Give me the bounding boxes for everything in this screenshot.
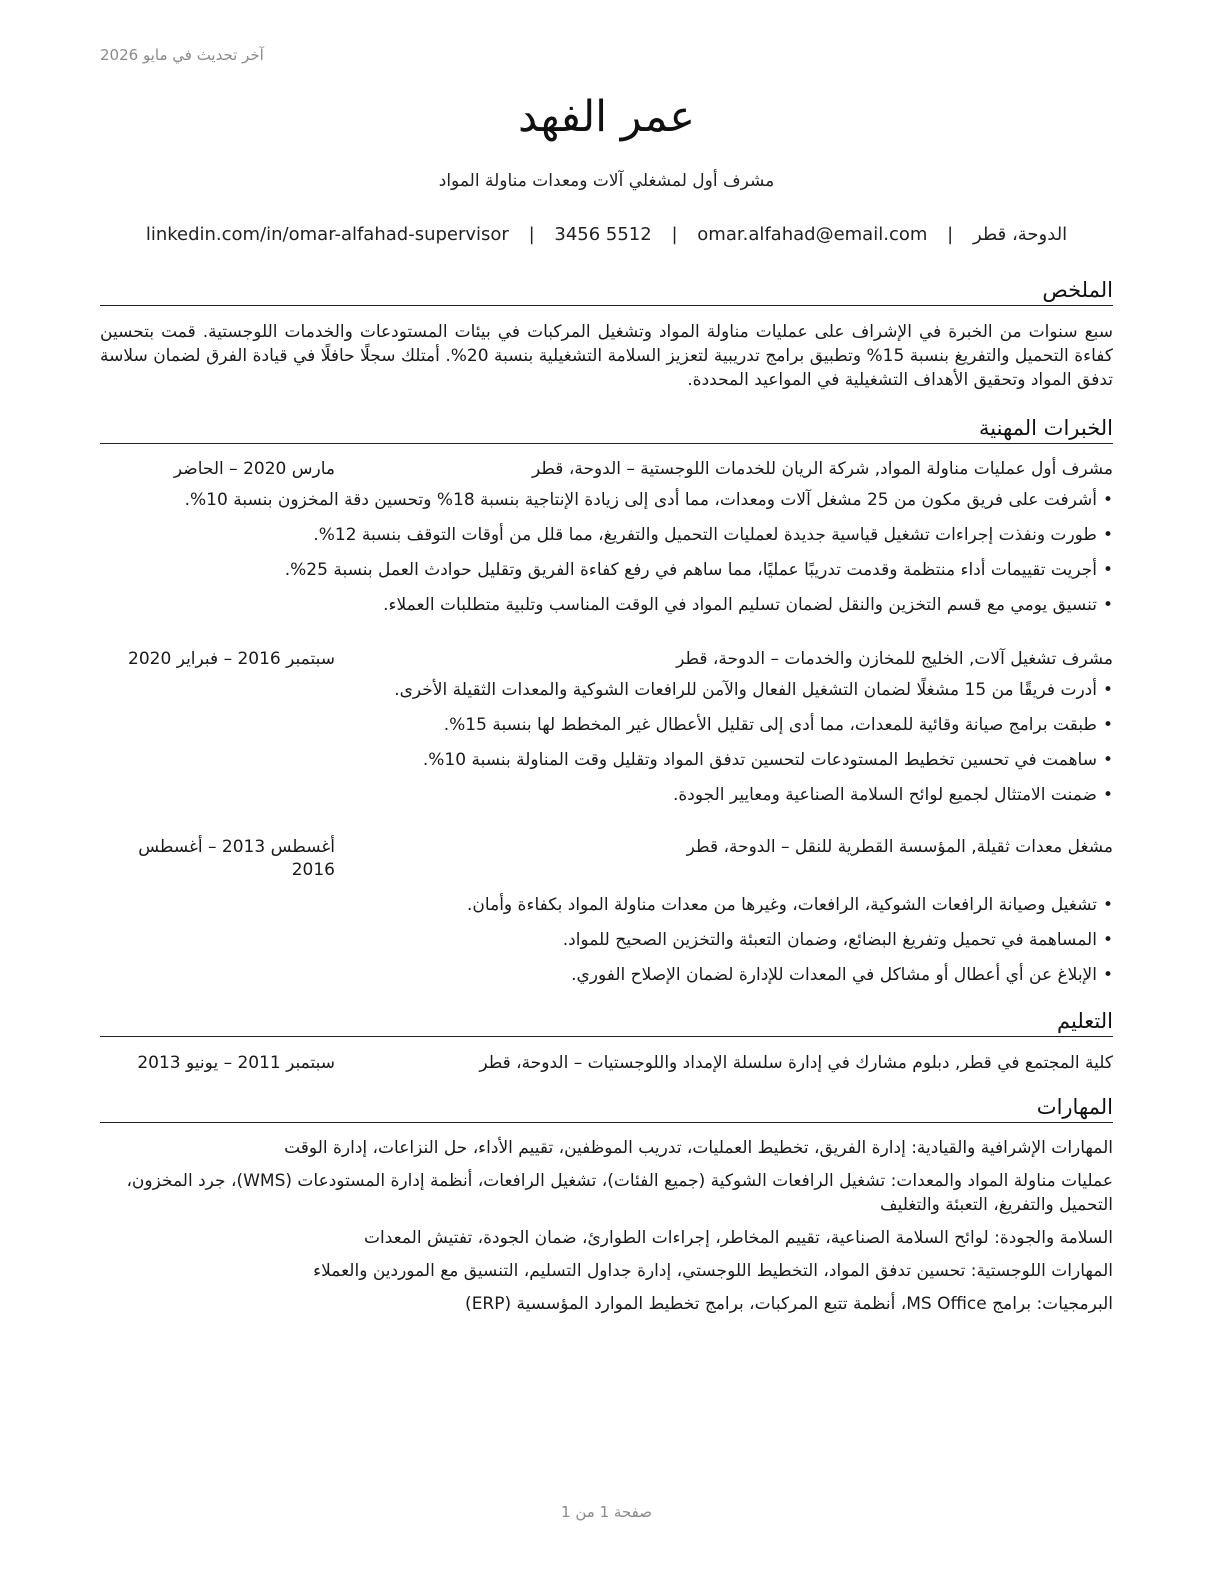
list-item: •ضمنت الامتثال لجميع لوائح السلامة الصناعية ومعايير الجودة. bbox=[672, 785, 1113, 805]
list-item: •الإبلاغ عن أي أعطال أو مشاكل في المعدات للإدارة لضمان الإصلاح الفوري. bbox=[571, 965, 1113, 985]
bullet-dot: • bbox=[1102, 525, 1113, 545]
bullet-dot: • bbox=[1102, 750, 1113, 770]
candidate-name: عمر الفهد bbox=[517, 92, 696, 142]
bullet-dot: • bbox=[1102, 490, 1113, 510]
list-item: •طورت ونفذت إجراءات تشغيل قياسية جديدة لعمليات التحميل والتفريغ، مما قلل من أوقات التوقف بنسبة 12%. bbox=[313, 525, 1113, 545]
resume-page bbox=[100, 0, 1113, 1584]
skill-row: البرمجيات: برامج MS Office، أنظمة تتبع المركبات، برامج تخطيط الموارد المؤسسية (ERP) bbox=[465, 1294, 1113, 1314]
list-item: •أدرت فريقًا من 15 مشغلًا لضمان التشغيل الفعال والآمن للرافعات الشوكية والمعدات الثقيلة الأخرى. bbox=[394, 680, 1113, 700]
last-updated-note: آخر تحديث في مايو 2026 bbox=[100, 46, 264, 64]
skill-row: عمليات مناولة المواد والمعدات: تشغيل الرافعات الشوكية (جميع الفئات)، تشغيل الرافعات، أنظمة إدارة المستودعات (WMS)، جرد المخزون، التحميل والتفريغ، التعبئة والتغليف bbox=[126, 1171, 1113, 1215]
list-item: •تنسيق يومي مع قسم التخزين والنقل لضمان تسليم المواد في الوقت المناسب وتلبية متطلبات العملاء. bbox=[383, 595, 1113, 615]
section-heading-experience: الخبرات المهنية bbox=[100, 415, 1113, 444]
contact-phone: 3456 5512 bbox=[554, 224, 652, 245]
education-title: كلية المجتمع في قطر, دبلوم مشارك في إدارة سلسلة الإمداد واللوجستيات – الدوحة، قطر bbox=[479, 1053, 1113, 1073]
candidate-title: مشرف أول لمشغلي آلات ومعدات مناولة المواد bbox=[438, 171, 775, 191]
bullet-dot: • bbox=[1102, 595, 1113, 615]
section-heading-skills: المهارات bbox=[100, 1094, 1113, 1123]
skill-row: المهارات اللوجستية: تحسين تدفق المواد، التخطيط اللوجستي، إدارة جداول التسليم، التنسيق مع الموردين والعملاء bbox=[313, 1261, 1113, 1281]
skill-row: السلامة والجودة: لوائح السلامة الصناعية، تقييم المخاطر، إجراءات الطوارئ، ضمان الجودة، تفتيش المعدات bbox=[364, 1228, 1113, 1248]
bullet-dot: • bbox=[1102, 680, 1113, 700]
bullet-dot: • bbox=[1102, 895, 1113, 915]
job-bullets bbox=[100, 678, 1113, 818]
job-bullets bbox=[100, 893, 1113, 998]
education-date: سبتمبر 2011 – يونيو 2013 bbox=[137, 1053, 335, 1073]
bullet-dot: • bbox=[1102, 560, 1113, 580]
job-date: مارس 2020 – الحاضر bbox=[173, 459, 335, 479]
job-date: أغسطس 2013 – أغسطس 2016 bbox=[138, 837, 335, 880]
list-item: •طبقت برامج صيانة وقائية للمعدات، مما أدى إلى تقليل الأعطال غير المخطط لها بنسبة 15%. bbox=[443, 715, 1113, 735]
section-heading-education: التعليم bbox=[100, 1008, 1113, 1037]
list-item: •أشرفت على فريق مكون من 25 مشغل آلات ومعدات، مما أدى إلى زيادة الإنتاجية بنسبة 18% وتحسين دقة المخزون بنسبة 10%. bbox=[184, 490, 1113, 510]
bullet-dot: • bbox=[1102, 965, 1113, 985]
job-title: مشغل معدات ثقيلة, المؤسسة القطرية للنقل – الدوحة، قطر bbox=[686, 837, 1113, 857]
contact-line bbox=[100, 224, 1113, 245]
job-title: مشرف تشغيل آلات, الخليج للمخازن والخدمات – الدوحة، قطر bbox=[676, 649, 1113, 669]
job-date: سبتمبر 2016 – فبراير 2020 bbox=[128, 649, 335, 669]
contact-email[interactable]: omar.alfahad@email.com bbox=[697, 224, 928, 245]
summary-text: سبع سنوات من الخبرة في الإشراف على عمليات مناولة المواد وتشغيل المركبات في بيئات المستودعات والخدمات اللوجستية. قمت بتحسين كفاءة التحميل والتفريغ بنسبة 15% وتطبيق برامج تدريبية لتعزيز السلامة التشغيلية بنسبة 20%. أمتلك سجلًا حافلًا في قيادة الفرق لضمان سلاسة تدفق المواد وتحقيق الأهداف التشغيلية في المواعيد المحددة. bbox=[100, 322, 1114, 390]
bullet-dot: • bbox=[1102, 715, 1113, 735]
bullet-dot: • bbox=[1102, 785, 1113, 805]
contact-linkedin[interactable]: linkedin.com/in/omar-alfahad-supervisor bbox=[145, 224, 509, 245]
job-title: مشرف أول عمليات مناولة المواد, شركة الريان للخدمات اللوجستية – الدوحة، قطر bbox=[531, 459, 1113, 479]
list-item: •المساهمة في تحميل وتفريغ البضائع، وضمان التعبئة والتخزين الصحيح للمواد. bbox=[562, 930, 1113, 950]
contact-separator: | bbox=[528, 224, 535, 245]
skill-row: المهارات الإشرافية والقيادية: إدارة الفريق، تخطيط العمليات، تدريب الموظفين، تقييم الأداء، حل النزاعات، إدارة الوقت bbox=[284, 1138, 1113, 1158]
list-item: •أجريت تقييمات أداء منتظمة وقدمت تدريبًا عمليًا، مما ساهم في رفع كفاءة الفريق وتقليل حوادث العمل بنسبة 25%. bbox=[284, 560, 1113, 580]
bullet-dot: • bbox=[1102, 930, 1113, 950]
contact-separator: | bbox=[671, 224, 678, 245]
skills-list bbox=[100, 1136, 1113, 1325]
contact-separator: | bbox=[947, 224, 954, 245]
section-heading-summary: الملخص bbox=[100, 277, 1113, 306]
job-bullets bbox=[100, 488, 1113, 628]
list-item: •تشغيل وصيانة الرافعات الشوكية، الرافعات، وغيرها من معدات مناولة المواد بكفاءة وأمان. bbox=[467, 895, 1113, 915]
contact-location: الدوحة، قطر bbox=[972, 224, 1068, 245]
page-number: صفحة 1 من 1 bbox=[561, 1503, 652, 1521]
list-item: •ساهمت في تحسين تخطيط المستودعات لتحسين تدفق المواد وتقليل وقت المناولة بنسبة 10%. bbox=[422, 750, 1113, 770]
